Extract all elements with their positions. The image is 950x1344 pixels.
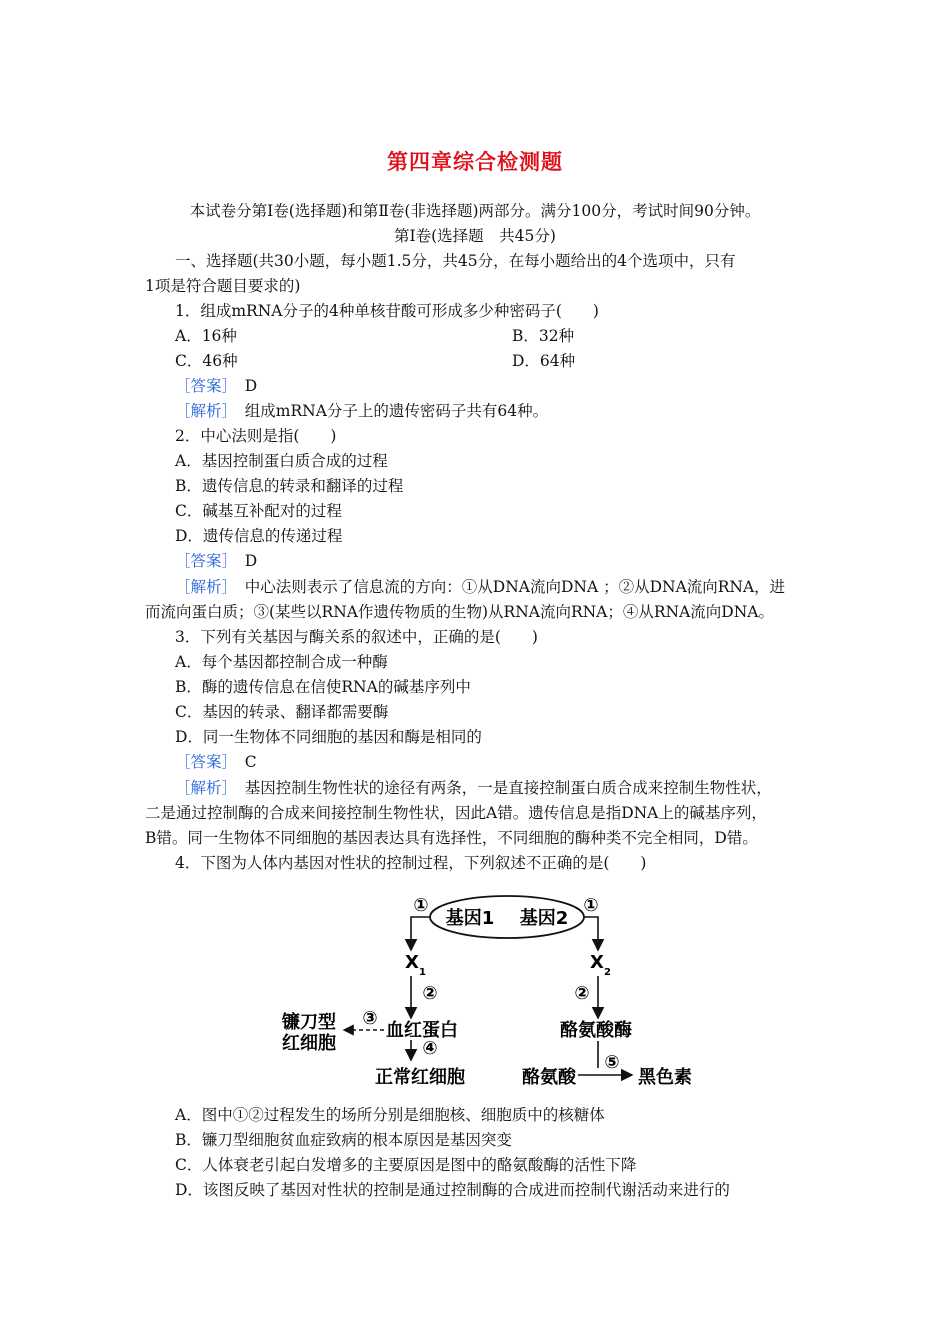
x2-subscript: 2 (604, 967, 611, 978)
step2-left: ② (422, 983, 438, 1004)
analysis-text: 基因控制生物性状的途径有两条，一是直接控制蛋白质合成来控制生物性状， (244, 779, 772, 797)
sickle-cell-label-1: 镰刀型 (282, 1012, 336, 1033)
left-arrow-1 (411, 917, 430, 950)
question-1-answer (175, 376, 257, 396)
analysis-tag: ［解析］ (175, 578, 230, 596)
right-arrow-1 (584, 917, 598, 950)
page-title: 第四章综合检测题 (387, 150, 563, 174)
intro-text: 本试卷分第Ⅰ卷(选择题)和第Ⅱ卷(非选择题)两部分。满分100分，考试时间90分钟。 (189, 202, 761, 220)
question-3-option-d: D．同一生物体不同细胞的基因和酶是相同的 (175, 728, 482, 746)
question-3-option-c: C．基因的转录、翻译都需要酶 (175, 703, 389, 721)
question-4-option-a: A．图中①②过程发生的场所分别是细胞核、细胞质中的核糖体 (175, 1106, 605, 1124)
section-instruction-cont: 1项是符合题目要求的) (145, 277, 301, 295)
question-3-answer (175, 752, 257, 772)
part1-header: 第Ⅰ卷(选择题 共45分) (394, 227, 556, 245)
question-1-option-b: B．32种 (512, 327, 575, 345)
analysis-tag: ［解析］ (175, 779, 230, 797)
question-1-option-d: D．64种 (512, 352, 576, 370)
question-1-option-a: A．16种 (175, 327, 237, 345)
answer-tag: ［答案］ (175, 377, 230, 395)
gene2-label: 基因2 (519, 908, 569, 929)
analysis-text: 组成mRNA分子上的遗传密码子共有64种。 (244, 402, 549, 420)
question-3-analysis (175, 778, 772, 798)
step3: ③ (362, 1008, 378, 1029)
answer-tag: ［答案］ (175, 552, 230, 570)
step2-right: ② (574, 983, 590, 1004)
question-4-option-c: C．人体衰老引起白发增多的主要原因是图中的酪氨酸酶的活性下降 (175, 1156, 637, 1174)
question-4-option-d: D．该图反映了基因对性状的控制是通过控制酶的合成进而控制代谢活动来进行的 (175, 1181, 730, 1199)
question-2-stem: 2．中心法则是指( ) (175, 427, 337, 445)
question-1-option-c: C．46种 (175, 352, 238, 370)
gene1-label: 基因1 (445, 908, 495, 929)
question-4-stem: 4．下图为人体内基因对性状的控制过程，下列叙述不正确的是( ) (175, 854, 647, 872)
normal-rbc-label: 正常红细胞 (375, 1067, 465, 1088)
gene-control-diagram (260, 888, 720, 1098)
analysis-text: 中心法则表示了信息流的方向：①从DNA流向DNA ；②从DNA流向RNA，进 (244, 578, 786, 596)
tyrosinase-label: 酪氨酸酶 (560, 1020, 632, 1041)
answer-value: C (244, 753, 257, 771)
x2-label: X (590, 952, 604, 973)
answer-value: D (244, 552, 258, 570)
question-1-analysis (175, 401, 548, 421)
question-1-stem: 1．组成mRNA分子的4种单核苷酸可形成多少种密码子( ) (175, 302, 599, 320)
step1-right: ① (583, 895, 599, 916)
question-2-option-a: A．基因控制蛋白质合成的过程 (175, 452, 388, 470)
analysis-tag: ［解析］ (175, 402, 230, 420)
question-2-option-c: C．碱基互补配对的过程 (175, 502, 342, 520)
question-3-option-a: A．每个基因都控制合成一种酶 (175, 653, 388, 671)
step5: ⑤ (604, 1052, 620, 1073)
x1-subscript: 1 (419, 967, 426, 978)
step4: ④ (422, 1038, 438, 1059)
question-2-option-b: B．遗传信息的转录和翻译的过程 (175, 477, 404, 495)
question-3-stem: 3．下列有关基因与酶关系的叙述中，正确的是( ) (175, 628, 538, 646)
section-instruction: 一、选择题(共30小题，每小题1.5分，共45分，在每小题给出的4个选项中，只有 (175, 252, 736, 270)
melanin-label: 黑色素 (638, 1067, 692, 1088)
step1-left: ① (413, 895, 429, 916)
question-2-analysis-cont: 而流向蛋白质；③(某些以RNA作遗传物质的生物)从RNA流向RNA；④从RNA流向DNA。 (145, 603, 774, 621)
question-2-analysis (175, 577, 785, 597)
tyrosine-label: 酪氨酸 (522, 1067, 576, 1088)
answer-value: D (244, 377, 258, 395)
question-3-analysis-cont-2: B错。同一生物体不同细胞的基因表达具有选择性，不同细胞的酶种类不完全相同，D错。 (145, 829, 758, 847)
question-2-option-d: D．遗传信息的传递过程 (175, 527, 343, 545)
answer-tag: ［答案］ (175, 753, 230, 771)
x1-label: X (405, 952, 419, 973)
hemoglobin-label: 血红蛋白 (386, 1020, 458, 1041)
sickle-cell-label-2: 红细胞 (282, 1033, 336, 1054)
question-3-analysis-cont-1: 二是通过控制酶的合成来间接控制生物性状，因此A错。遗传信息是指DNA上的碱基序列， (145, 804, 767, 822)
question-4-option-b: B．镰刀型细胞贫血症致病的根本原因是基因突变 (175, 1131, 512, 1149)
question-2-answer (175, 551, 257, 571)
question-3-option-b: B．酶的遗传信息在信使RNA的碱基序列中 (175, 678, 471, 696)
